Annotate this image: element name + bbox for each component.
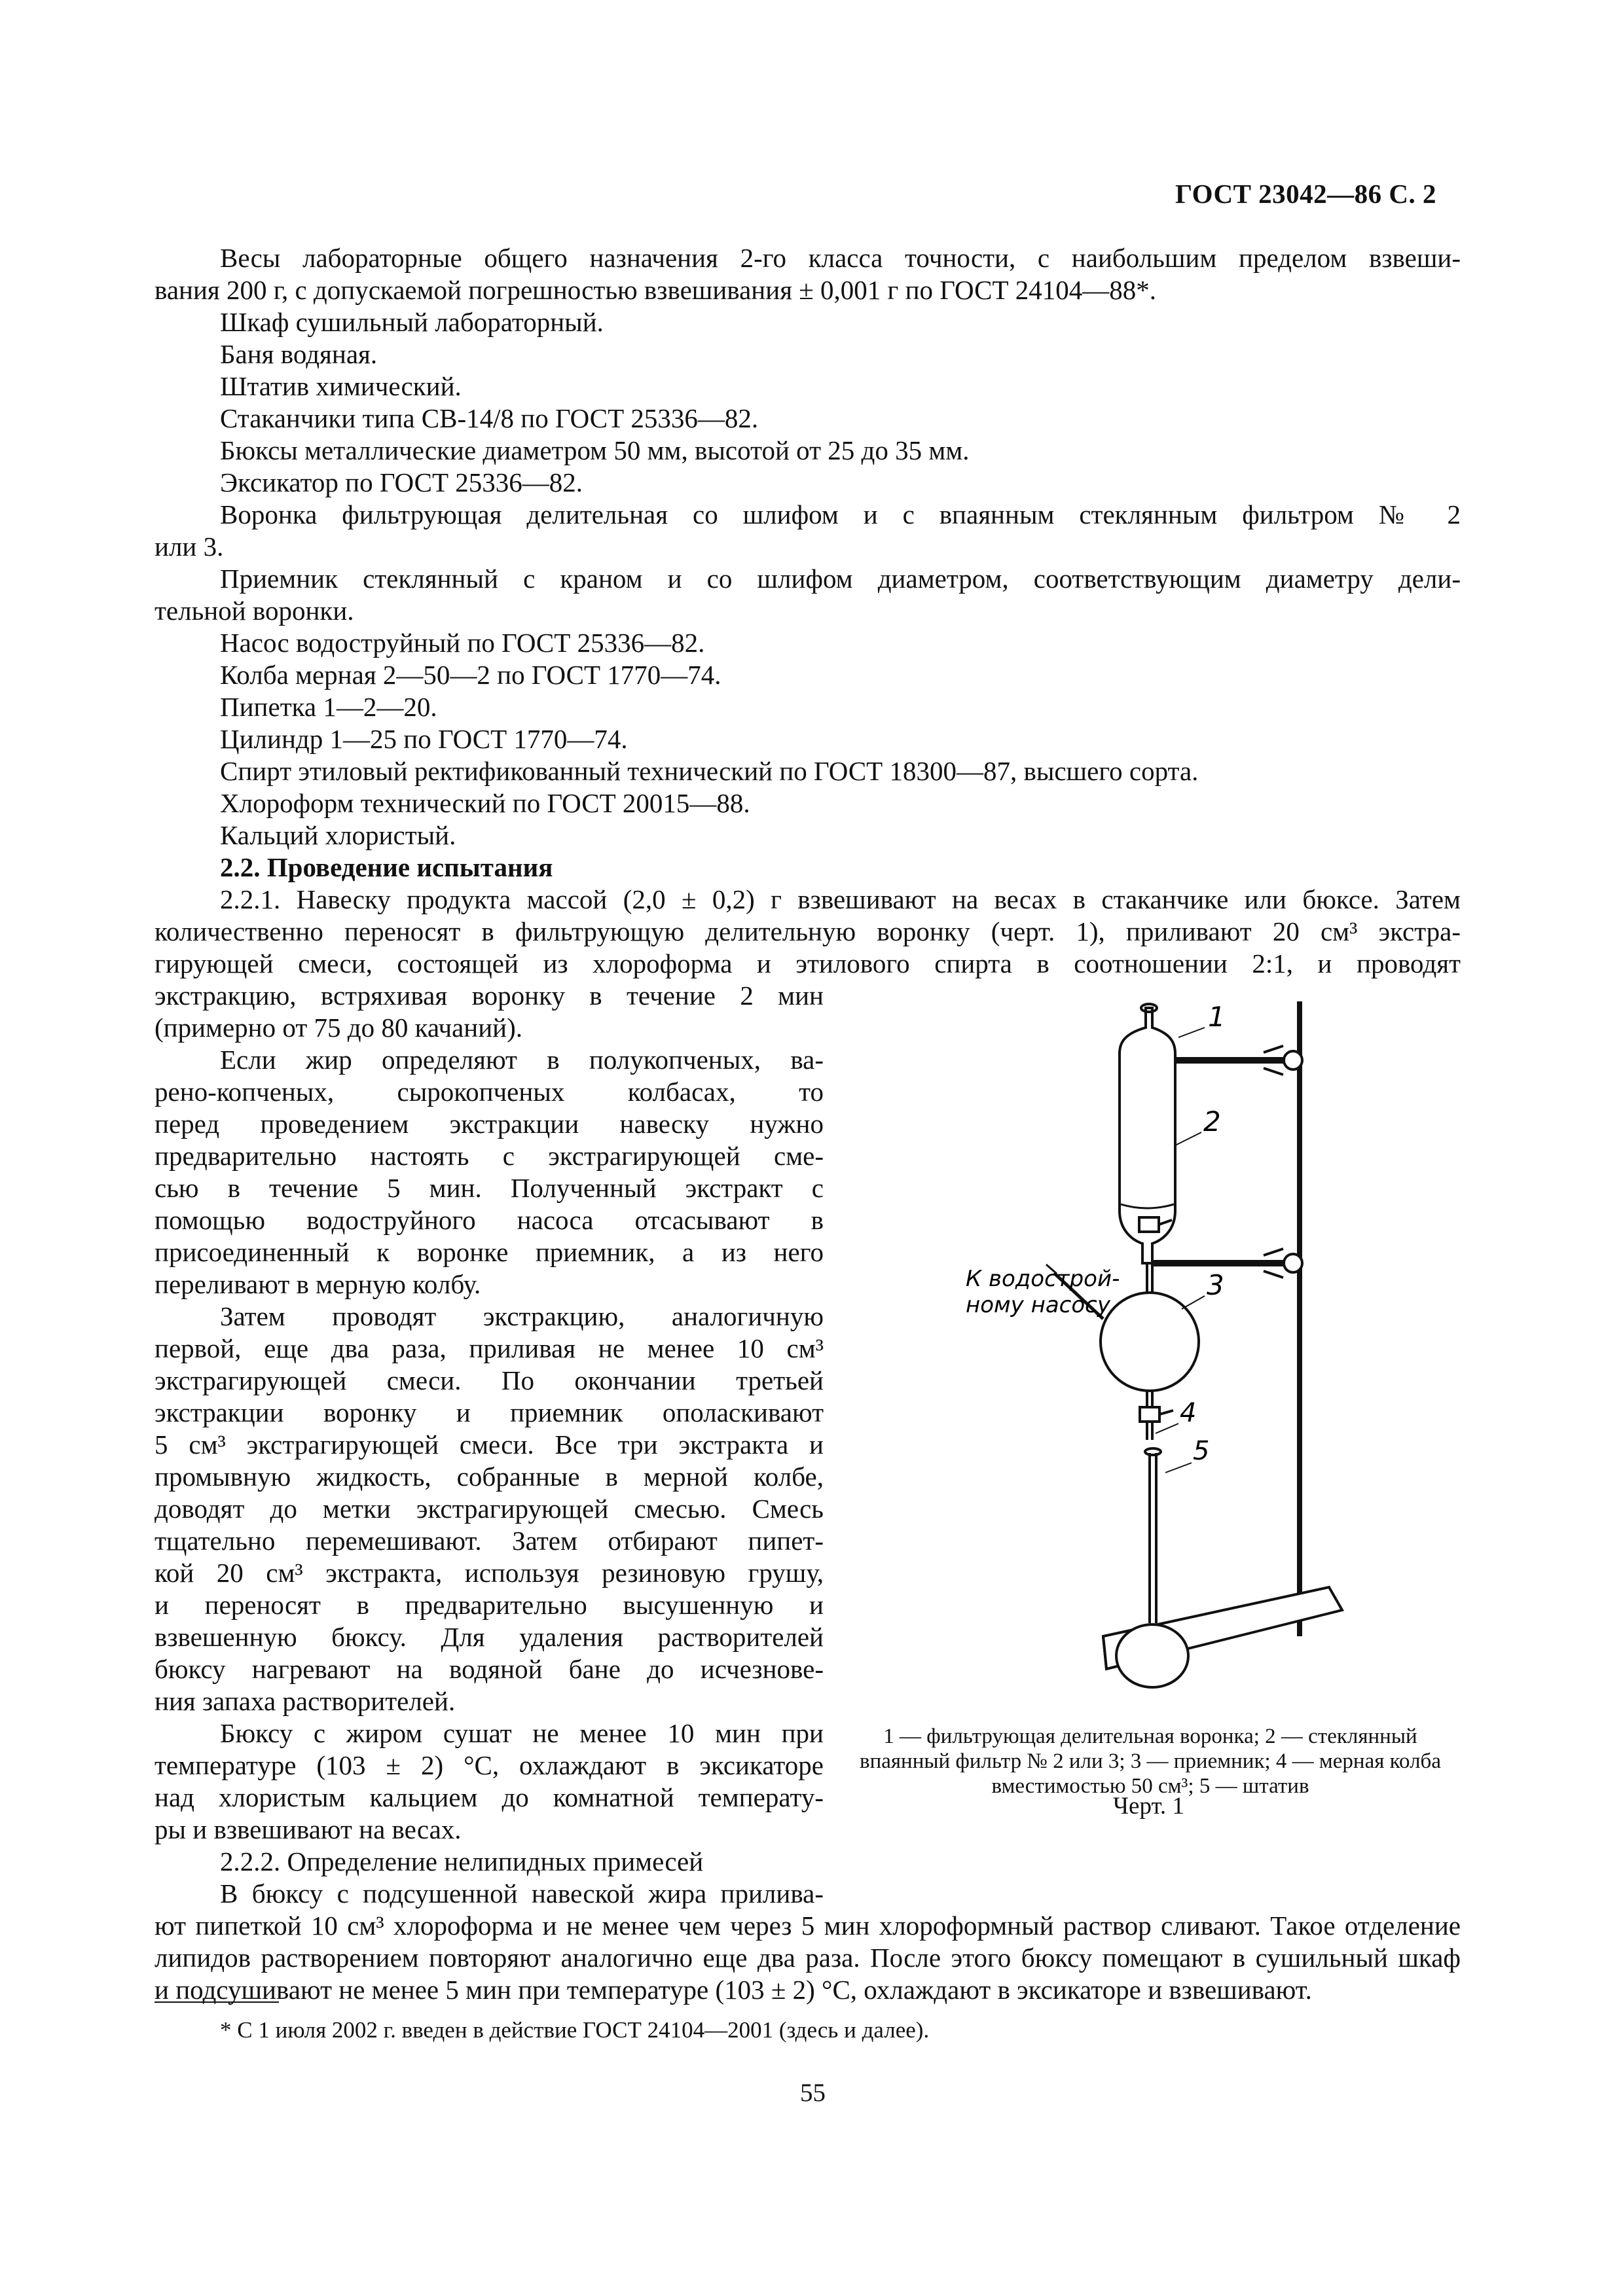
text-line: 2.2.2. Определение нелипидных примесей <box>220 1846 704 1876</box>
footnote: * С 1 июля 2002 г. введен в действие ГОСТ 24104—2001 (здесь и далее). <box>220 2017 930 2043</box>
figure-caption: 1 — фильтрующая делительная воронка; 2 — стеклянный впаянный фильтр № 2 или 3; 3 — приемник; 4 — мерная колба вместимостью 50 см³; 5 — штатив <box>859 1725 1441 1798</box>
text-line: количественно переносят в фильтрующую делительную воронку (черт. 1), приливают 20 см³ экстра- <box>155 916 1461 946</box>
text-line: Если жир определяют в полукопченых, ва- <box>220 1045 824 1075</box>
text-line: перед проведением экстракции навеску нужно <box>155 1109 824 1139</box>
text-line: Штатив химический. <box>220 371 462 401</box>
text-line: Хлороформ технический по ГОСТ 20015—88. <box>220 788 750 818</box>
text-line: гирующей смеси, состоящей из хлороформа и этилового спирта в соотношении 2:1, и проводят <box>155 948 1461 978</box>
text-line: Бюксу с жиром сушат не менее 10 мин при <box>220 1718 824 1748</box>
figure-label-3: 3 <box>1207 1269 1224 1301</box>
text-line: Стаканчики типа СВ-14/8 по ГОСТ 25336—82. <box>220 403 759 433</box>
text-line: переливают в мерную колбу. <box>155 1269 481 1299</box>
text-line: присоединенный к воронке приемник, а из него <box>155 1237 824 1267</box>
text-line: сью в течение 5 мин. Полученный экстракт с <box>155 1173 824 1203</box>
text-line: взвешенную бюксу. Для удаления растворителей <box>155 1622 824 1652</box>
figure-number: Черт. 1 <box>1113 1793 1184 1820</box>
text-line: промывную жидкость, собранные в мерной колбе, <box>155 1462 824 1492</box>
text-line: бюксу нагревают на водяной бане до исчезнове- <box>155 1654 824 1684</box>
text-line: Цилиндр 1—25 по ГОСТ 1770—74. <box>220 724 628 754</box>
text-line: Бюксы металлические диаметром 50 мм, высотой от 25 до 35 мм. <box>220 435 970 465</box>
text-line: температуре (103 ± 2) °С, охлаждают в эксикаторе <box>155 1750 824 1780</box>
text-line: липидов растворением повторяют аналогично еще два раза. После этого бюксу помещают в сушильный шкаф <box>155 1943 1461 1973</box>
text-line: Баня водяная. <box>220 339 378 369</box>
text-line: кой 20 см³ экстракта, используя резиновую грушу, <box>155 1558 824 1588</box>
figure-label-4: 4 <box>1180 1398 1197 1428</box>
text-line: экстракцию, встряхивая воронку в течение 2 мин <box>155 980 824 1011</box>
figure-label-5: 5 <box>1193 1436 1210 1466</box>
text-line: Насос водоструйный по ГОСТ 25336—82. <box>220 628 705 658</box>
text-line: Затем проводят экстракцию, аналогичную <box>220 1301 824 1331</box>
page-number: 55 <box>800 2079 826 2107</box>
text-line: (примерно от 75 до 80 качаний). <box>155 1013 523 1043</box>
text-line: Приемник стеклянный с краном и со шлифом диаметром, соответствующим диаметру дели- <box>220 564 1461 594</box>
text-line: доводят до метки экстрагирующей смесью. Смесь <box>155 1494 824 1524</box>
pump-label-line1: К водострой- <box>966 1266 1120 1292</box>
text-line: ния запаха растворителей. <box>155 1686 456 1716</box>
text-line: тельной воронки. <box>155 596 354 626</box>
text-line: над хлористым кальцием до комнатной температу- <box>155 1782 824 1812</box>
text-line: экстракции воронку и приемник ополаскивают <box>155 1397 824 1427</box>
text-line: Весы лабораторные общего назначения 2-го класса точности, с наибольшим пределом взвеши- <box>220 243 1461 273</box>
text-line: Эксикатор по ГОСТ 25336—82. <box>220 467 583 497</box>
text-line: предварительно настоять с экстрагирующей сме- <box>155 1141 824 1171</box>
text-line: помощью водоструйного насоса отсасывают в <box>155 1205 824 1235</box>
text-line: Пипетка 1—2—20. <box>220 692 437 722</box>
text-line: Шкаф сушильный лабораторный. <box>220 307 604 337</box>
text-line: Колба мерная 2—50—2 по ГОСТ 1770—74. <box>220 660 721 690</box>
figure-label-1: 1 <box>1208 1001 1226 1033</box>
apparatus-figure <box>956 982 1427 1721</box>
text-line: или 3. <box>155 531 224 562</box>
text-line: экстрагирующей смеси. По окончании третьей <box>155 1365 824 1395</box>
text-line: 2.2.1. Навеску продукта массой (2,0 ± 0,2) г взвешивают на весах в стаканчике или бюксе. Затем <box>220 884 1461 914</box>
text-line: ры и взвешивают на весах. <box>155 1814 462 1844</box>
text-line: Воронка фильтрующая делительная со шлифом и с впаянным стеклянным фильтром № 2 <box>220 499 1461 529</box>
text-line: тщательно перемешивают. Затем отбирают пипет- <box>155 1526 824 1556</box>
text-line: Кальций хлористый. <box>220 820 456 850</box>
pump-label-line2: ному насосу <box>966 1292 1110 1318</box>
text-line: 2.2. Проведение испытания <box>220 852 553 882</box>
page-header: ГОСТ 23042—86 С. 2 <box>1175 179 1437 209</box>
text-line: В бюксу с подсушенной навеской жира прилива- <box>220 1878 824 1909</box>
text-line: первой, еще два раза, приливая не менее 10 см³ <box>155 1333 824 1363</box>
text-line: рено-копченых, сырокопченых колбасах, то <box>155 1077 824 1107</box>
text-line: ют пипеткой 10 см³ хлороформа и не менее чем через 5 мин хлороформный раствор сливают. Такое отделение <box>155 1910 1461 1941</box>
text-line: и переносят в предварительно высушенную и <box>155 1590 824 1620</box>
figure-label-2: 2 <box>1203 1105 1221 1138</box>
text-line: вания 200 г, с допускаемой погрешностью взвешивания ± 0,001 г по ГОСТ 24104—88*. <box>155 275 1156 305</box>
text-line: 5 см³ экстрагирующей смеси. Все три экстракта и <box>155 1429 824 1460</box>
text-line: и подсушивают не менее 5 мин при температуре (103 ± 2) °С, охлаждают в эксикаторе и взвешивают. <box>155 1975 1312 2005</box>
footnote-separator <box>155 2001 279 2003</box>
text-line: Спирт этиловый ректификованный технический по ГОСТ 18300—87, высшего сорта. <box>220 756 1199 786</box>
